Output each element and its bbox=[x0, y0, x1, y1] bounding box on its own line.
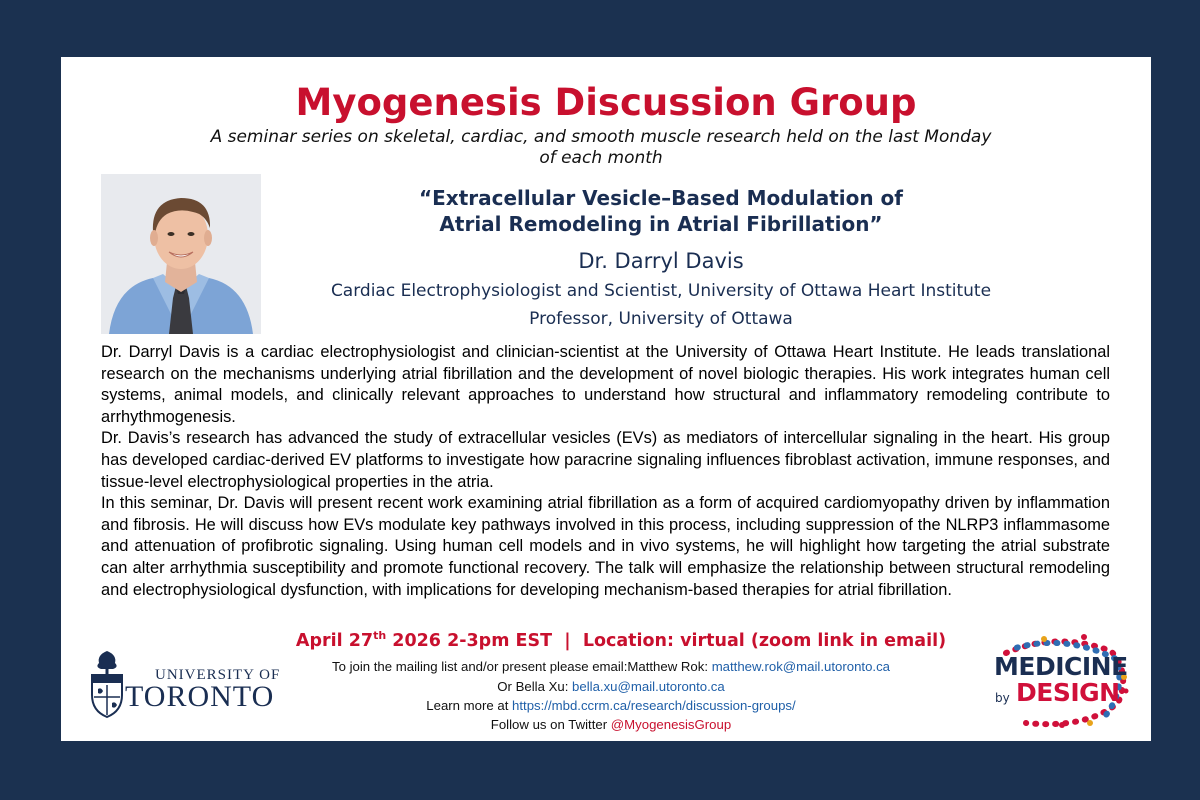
speaker-bio bbox=[101, 342, 1110, 601]
mbd-wordmark-by: by bbox=[995, 691, 1010, 705]
contact-mailing-line bbox=[261, 658, 961, 675]
speaker-name: Dr. Darryl Davis bbox=[578, 249, 744, 273]
website-link[interactable]: https://mbd.ccrm.ca/research/discussion-groups/ bbox=[512, 698, 796, 713]
uoft-wordmark-main: TORONTO bbox=[125, 680, 275, 713]
mbd-wordmark-design: DESIGN bbox=[1016, 678, 1120, 707]
medicine-by-design-logo bbox=[986, 633, 1131, 729]
bio-paragraph-2: Dr. Davis’s research has advanced the study of extracellular vesicles (EVs) as mediators of intercellular signaling in the heart. His group has developed cardiac-derived EV platforms to investigate how paracrine signaling influences fibroblast activation, immune responses, and tissue-level electrophysiological properties in the atria. bbox=[101, 429, 1110, 491]
university-of-toronto-logo bbox=[89, 649, 289, 719]
event-date-suffix-sup: th bbox=[373, 629, 387, 643]
talk-title-line-1: “Extracellular Vesicle–Based Modulation of bbox=[419, 186, 903, 210]
event-details bbox=[221, 630, 1021, 652]
email-link-bella[interactable]: bella.xu@mail.utoronto.ca bbox=[572, 679, 725, 694]
series-subtitle: A seminar series on skeletal, cardiac, and smooth muscle research held on the last Monday of each month bbox=[210, 127, 992, 168]
mbd-wordmark-medicine: MEDICINE bbox=[994, 652, 1128, 681]
learn-text: Learn more at bbox=[426, 698, 513, 713]
talk-title bbox=[361, 185, 961, 237]
mailing-text: To join the mailing list and/or present please email:Matthew Rok: bbox=[331, 659, 712, 674]
talk-title-line-2: Atrial Remodeling in Atrial Fibrillation” bbox=[439, 212, 883, 236]
poster-card bbox=[61, 57, 1151, 741]
uoft-wordmark-top: UNIVERSITY OF bbox=[155, 667, 281, 683]
uoft-crest-icon bbox=[89, 649, 125, 719]
event-separator: | bbox=[564, 631, 571, 651]
event-location: Location: virtual (zoom link in email) bbox=[582, 631, 947, 651]
event-date-prefix: April 27 bbox=[295, 631, 374, 651]
contact-alt-line bbox=[261, 678, 961, 695]
series-title: Myogenesis Discussion Group bbox=[295, 81, 917, 124]
speaker-affiliation-2: Professor, University of Ottawa bbox=[529, 309, 793, 329]
speaker-photo bbox=[101, 174, 261, 334]
event-date-time: 2026 2-3pm EST bbox=[386, 631, 553, 651]
email-link-matthew[interactable]: matthew.rok@mail.utoronto.ca bbox=[711, 659, 890, 674]
speaker-affiliation-1: Cardiac Electrophysiologist and Scientist, University of Ottawa Heart Institute bbox=[330, 281, 992, 301]
bio-paragraph-3: In this seminar, Dr. Davis will present recent work examining atrial fibrillation as a form of acquired cardiomyopathy driven by inflammation and fibrosis. He will discuss how EVs modulate key pathways involved in this process, including suppression of the NLRP3 inflammasome and attenuation of profibrotic signaling. Using human cell models and in vivo systems, he will highlight how targeting the atrial substrate can alter arrhythmia susceptibility and promote functional recovery. The talk will emphasize the relationship between structural remodeling and electrophysiological dysfunction, with implications for developing mechanism-based therapies for atrial fibrillation. bbox=[101, 494, 1110, 599]
contact-twitter-line bbox=[261, 716, 961, 733]
or-text: Or Bella Xu: bbox=[497, 679, 573, 694]
contact-url-line bbox=[261, 697, 961, 714]
follow-text: Follow us on Twitter bbox=[490, 717, 611, 732]
bio-paragraph-1: Dr. Darryl Davis is a cardiac electrophysiologist and clinician-scientist at the University of Ottawa Heart Institute. He leads translational research on the mechanisms underlying atrial fibrillation and the development of novel biologic therapies. His work integrates human cell systems, animal models, and clinically relevant approaches to understand how structural and inflammatory remodeling contribute to arrhythmogenesis. bbox=[101, 343, 1110, 426]
twitter-link[interactable]: @MyogenesisGroup bbox=[610, 717, 732, 732]
